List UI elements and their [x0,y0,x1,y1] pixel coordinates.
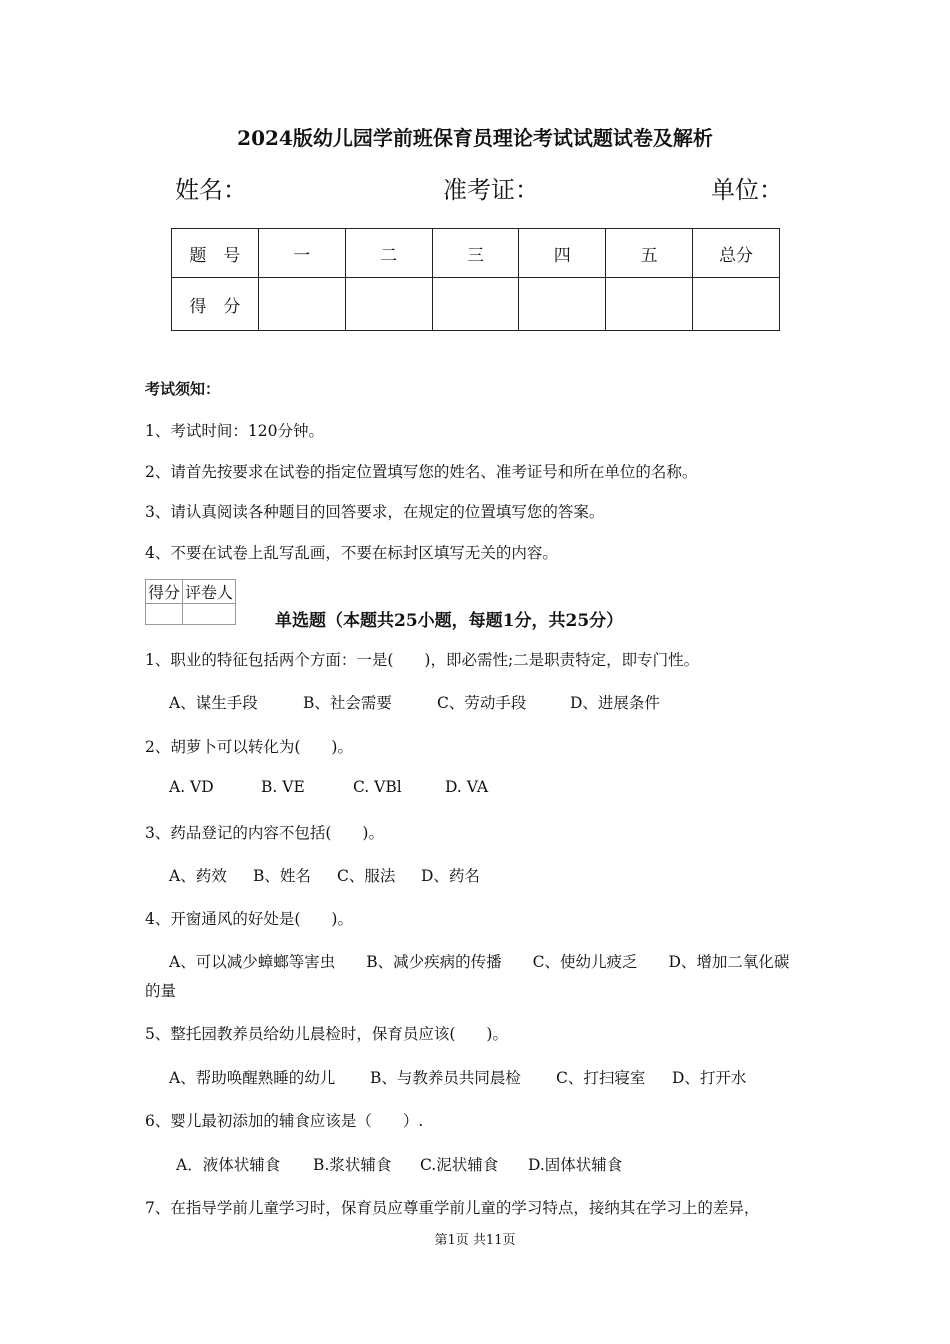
score-table-score-row [172,278,780,331]
question-option: B、姓名 [253,867,311,885]
document-title: 2024版幼儿园学前班保育员理论考试试题试卷及解析 [237,126,713,150]
question-option: A、药效 [169,867,227,885]
score-table-header: 一 [258,229,345,278]
question-option: C. VBl [353,778,402,796]
score-cell [693,278,780,331]
question-option: D. VA [445,778,489,796]
question-option: C、打扫寝室 [556,1069,646,1087]
question-option: A、帮助唤醒熟睡的幼儿 [169,1069,336,1087]
score-cell [345,278,432,331]
score-cell [519,278,606,331]
question-option: B. VE [261,778,305,796]
exam-id-field-label: 准考证： [443,176,539,204]
question-stem: 4、开窗通风的好处是( )。 [145,910,353,928]
question-stem: 7、在指导学前儿童学习时，保育员应尊重学前儿童的学习特点，接纳其在学习上的差异， [145,1199,760,1217]
grader-score-cell [146,604,183,625]
question-option: C.泥状辅食 [420,1156,499,1174]
score-table-header: 五 [606,229,693,278]
question-stem: 6、婴儿最初添加的辅食应该是（ ）. [145,1112,424,1130]
question-option: D、进展条件 [570,694,660,712]
question-option: D、药名 [421,867,480,885]
score-cell [258,278,345,331]
score-row-label: 得 分 [172,278,259,331]
question-option: C、劳动手段 [437,694,527,712]
notice-item: 4、不要在试卷上乱写乱画，不要在标封区填写无关的内容。 [145,544,558,562]
question-option: D、打开水 [672,1069,747,1087]
notice-heading: 考试须知： [145,380,221,398]
grader-name-label: 评卷人 [183,580,236,604]
question-option: C、服法 [337,867,396,885]
unit-field-label: 单位： [711,176,783,204]
score-table-header: 二 [345,229,432,278]
question-option: B.浆状辅食 [313,1156,392,1174]
question-stem: 2、胡萝卜可以转化为( )。 [145,738,353,756]
question-stem: 5、整托园教养员给幼儿晨检时，保育员应该( )。 [145,1025,508,1043]
section-title: 单选题（本题共25小题，每题1分，共25分） [275,611,624,631]
score-table-header: 总分 [693,229,780,278]
score-table-header: 三 [432,229,519,278]
question-option: B、与教养员共同晨检 [370,1069,521,1087]
score-cell [606,278,693,331]
name-field-label: 姓名： [175,176,247,204]
score-table-header-row [172,229,780,278]
question-option: D.固体状辅食 [528,1156,623,1174]
grader-name-cell [183,604,236,625]
score-table [171,228,780,331]
score-cell [432,278,519,331]
question-options-line: A、可以减少蟑螂等害虫 B、减少疾病的传播 C、使幼儿疲乏 D、增加二氧化碳 [169,953,790,971]
question-option: A. VD [169,778,214,796]
question-stem: 3、药品登记的内容不包括( )。 [145,824,384,842]
score-table-header: 题 号 [172,229,259,278]
notice-item: 3、请认真阅读各种题目的回答要求，在规定的位置填写您的答案。 [145,503,605,521]
page-footer: 第1页 共11页 [434,1233,516,1248]
question-options-wrap: 的量 [145,982,177,1000]
question-stem: 1、职业的特征包括两个方面：一是( )，即必需性;二是职责特定，即专门性。 [145,651,700,669]
question-option: B、社会需要 [303,694,392,712]
question-option: A．液体状辅食 [176,1156,281,1174]
question-option: A、谋生手段 [169,694,258,712]
grader-score-label: 得分 [146,580,183,604]
grader-box [145,579,236,625]
notice-item: 2、请首先按要求在试卷的指定位置填写您的姓名、准考证号和所在单位的名称。 [145,463,698,481]
score-table-header: 四 [519,229,606,278]
notice-item: 1、考试时间：120分钟。 [145,422,324,440]
